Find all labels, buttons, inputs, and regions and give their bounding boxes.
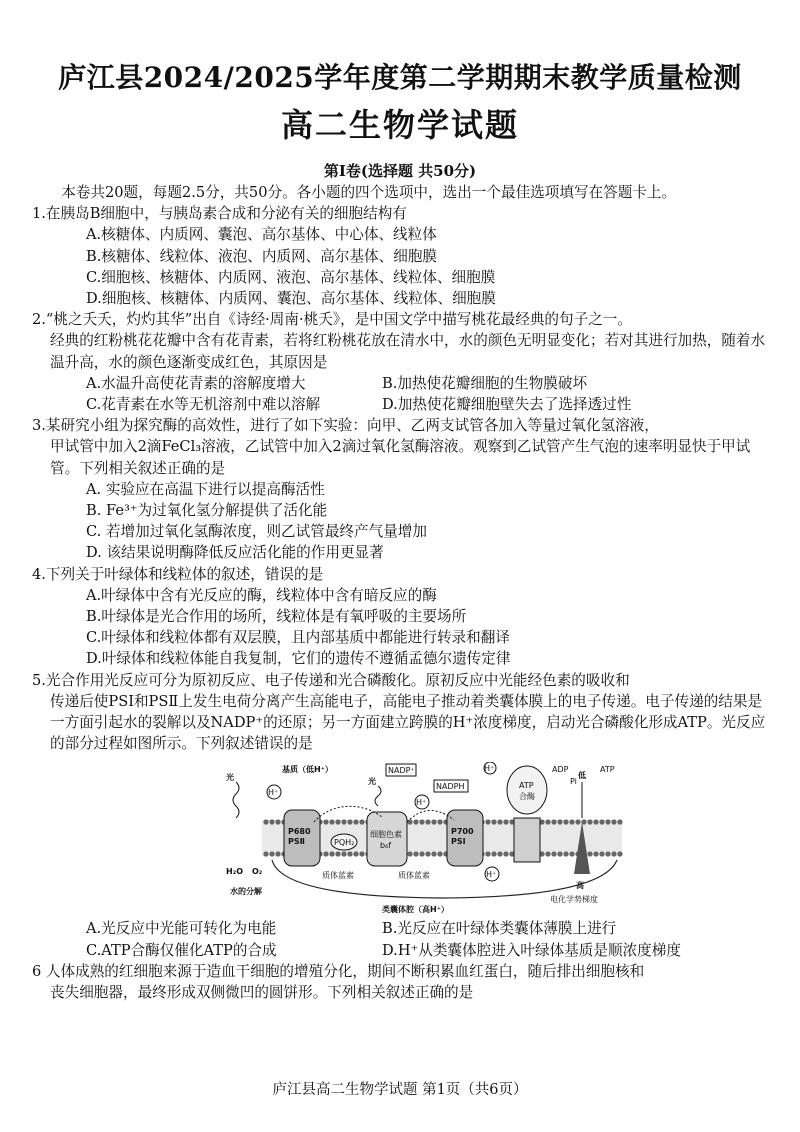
option-a: A.核糖体、内质网、囊泡、高尔基体、中心体、线粒体 (86, 226, 437, 244)
lipid-head (263, 852, 268, 857)
light-wave-1 (233, 782, 239, 818)
lipid-head (413, 852, 418, 857)
lipid-head (431, 852, 436, 857)
cyt-label-2: b₆f (380, 841, 392, 851)
option-c: C.叶绿体和线粒体都有双层膜，且内部基质中都能进行转录和翻译 (86, 629, 510, 647)
lipid-head (557, 820, 562, 825)
nadp-label: NADP⁺ (388, 766, 415, 776)
lipid-head (599, 852, 604, 857)
psi-label-2: PSⅠ (451, 837, 466, 847)
question-4 (32, 564, 772, 670)
lipid-head (335, 820, 340, 825)
oxygen-label: O₂ (252, 867, 263, 877)
option-b: B.核糖体、线粒体、液泡、内质网、高尔基体、细胞膜 (86, 247, 438, 265)
thylakoid-membrane-figure (222, 762, 682, 914)
option-c: C.细胞核、核糖体、内质网、液泡、高尔基体、线粒体、细胞膜 (86, 268, 496, 286)
option-c: C. 若增加过氧化氢酶浓度，则乙试管最终产气量增加 (86, 523, 427, 541)
water-split-label: 水的分解 (230, 887, 262, 897)
question-stem: 1.在胰岛B细胞中，与胰岛素合成和分泌有关的细胞结构有 (32, 205, 407, 223)
h-ion-label: H⁺ (486, 870, 497, 880)
question-3 (32, 415, 772, 563)
lipid-head (563, 852, 568, 857)
lipid-head (347, 820, 352, 825)
light-wave-2 (375, 786, 381, 806)
lipid-head (407, 820, 412, 825)
lipid-head (413, 820, 418, 825)
option-a: A. 实验应在高温下进行以提高酶活性 (86, 480, 325, 498)
lipid-head (563, 820, 568, 825)
option-b: B.加热使花瓣细胞的生物膜破坏 (382, 374, 588, 392)
lipid-head (569, 852, 574, 857)
option-c: C.ATP合酶仅催化ATP的合成 (86, 941, 277, 959)
question-stem-continued: 丧失细胞器，最终形成双侧微凹的圆饼形。下列相关叙述正确的是 (50, 984, 474, 1002)
lipid-head (551, 820, 556, 825)
lipid-head (425, 820, 430, 825)
option-row (32, 394, 772, 415)
question-5 (32, 670, 772, 961)
option-row (32, 940, 772, 961)
stroma-label: 基质（低H⁺） (282, 765, 333, 775)
section-intro: 本卷共20题，每题2.5分，共50分。各小题的四个选项中，选出一个最佳选项填写在答题卡上。 (61, 184, 677, 201)
lipid-head (593, 820, 598, 825)
psii-label: P680 (288, 827, 311, 837)
lipid-head (341, 820, 346, 825)
option-b: B.叶绿体是光合作用的场所，线粒体是有氧呼吸的主要场所 (86, 608, 467, 626)
lipid-head (617, 852, 622, 857)
h-ion-label: H⁺ (484, 764, 495, 774)
lipid-head (587, 820, 592, 825)
exam-subtitle: 高二生物学试题 (280, 106, 519, 144)
option-row (32, 373, 772, 394)
question-stem: 3.某研究小组为探究酶的高效性，进行了如下实验：向甲、乙两支试管各加入等量过氧化氢溶液， (32, 417, 659, 435)
lipid-head (359, 852, 364, 857)
lipid-head (599, 820, 604, 825)
lipid-head (611, 852, 616, 857)
light-label-2: 光 (368, 777, 376, 787)
option-a: A.叶绿体中含有光反应的酶，线粒体中含有暗反应的酶 (86, 586, 437, 604)
lipid-head (611, 820, 616, 825)
lipid-head (575, 820, 580, 825)
low-label: 低 (578, 771, 586, 781)
option-a: A.光反应中光能可转化为电能 (86, 920, 277, 938)
option-d: D. 该结果说明酶降低反应活化能的作用更显著 (86, 544, 384, 562)
lipid-head (437, 820, 442, 825)
question-stem: 6 人体成熟的红细胞来源于造血干细胞的增殖分化，期间不断积累血红蛋白，随后排出细胞核和 (32, 962, 645, 980)
gradient-label: 电化学势梯度 (550, 895, 598, 905)
lipid-head (407, 852, 412, 857)
question-6 (32, 961, 772, 1003)
lipid-head (491, 852, 496, 857)
option-d: D.细胞核、核糖体、内质网、囊泡、高尔基体、线粒体、细胞膜 (86, 290, 496, 308)
lipid-head (323, 820, 328, 825)
lipid-head (419, 820, 424, 825)
lipid-head (359, 820, 364, 825)
lipid-head (605, 820, 610, 825)
question-stem-continued: 甲试管中加入2滴FeCl₃溶液，乙试管中加入2滴过氧化氢酶溶液。观察到乙试管产生气泡的速率明显快于甲试管。下列相关叙述正确的是 (50, 438, 751, 477)
atp-synthase-head (507, 766, 547, 814)
adp-label: ADP (552, 765, 569, 775)
plastocyanin-label-2: 质体蓝素 (398, 871, 430, 881)
lipid-head (503, 820, 508, 825)
plastocyanin-label-1: 质体蓝素 (322, 871, 354, 881)
lipid-head (617, 820, 622, 825)
lipid-head (425, 852, 430, 857)
lipid-head (341, 852, 346, 857)
atp-synthase-label-2: 合酶 (519, 792, 535, 802)
lipid-head (569, 820, 574, 825)
psii-label-2: PSⅡ (288, 837, 305, 847)
question-body (32, 182, 772, 1003)
lipid-head (323, 852, 328, 857)
lipid-head (485, 820, 490, 825)
photosynthesis-diagram (222, 762, 682, 914)
question-stem-continued: 传递后使PSI和PSⅡ上发生电荷分离产生高能电子，高能电子推动着类囊体膜上的电子传递。电子传递的结果是一方面引起水的裂解以及NADP⁺的还原；另一方面建立跨膜的H⁺浓度梯度，启动光合磷酸化形成ATP。光反应的部分过程如图所示。下列叙述错误的是 (50, 692, 766, 753)
question-stem: 4.下列关于叶绿体和线粒体的叙述，错误的是 (32, 565, 324, 583)
high-label: 高 (576, 881, 584, 891)
lipid-head (353, 852, 358, 857)
lipid-head (491, 820, 496, 825)
lipid-head (497, 852, 502, 857)
question-stem: 5.光合作用光反应可分为原初反应、电子传递和光合磷酸化。原初反应中光能经色素的吸收和 (32, 671, 630, 689)
light-label-1: 光 (226, 773, 234, 783)
water-label: H₂O (226, 867, 243, 877)
pq-label: PQH₂ (334, 838, 355, 848)
question-2 (32, 309, 772, 415)
question-stem: 2.“桃之夭夭，灼灼其华”出自《诗经·周南·桃夭》，是中国文学中描写桃花最经典的句子之一。 (32, 311, 632, 329)
cyt-label: 细胞色素 (370, 830, 402, 840)
atp-synthase-label: ATP (519, 781, 534, 791)
lipid-head (275, 820, 280, 825)
option-c: C.花青素在水等无机溶剂中难以溶解 (86, 396, 321, 414)
option-d: D.叶绿体和线粒体能自我复制，它们的遗传不遵循孟德尔遗传定律 (86, 650, 511, 668)
lipid-head (593, 852, 598, 857)
pi-label: Pi (570, 777, 577, 787)
option-b: B. Fe³⁺为过氧化氢分解提供了活化能 (86, 502, 328, 520)
lipid-head (437, 852, 442, 857)
atp-synthase-stalk (514, 818, 540, 862)
lipid-head (329, 820, 334, 825)
option-d: D.H⁺从类囊体腔进入叶绿体基质是顺浓度梯度 (382, 941, 681, 959)
lipid-head (419, 852, 424, 857)
option-a: A.水温升高使花青素的溶解度增大 (86, 374, 306, 392)
lipid-head (485, 852, 490, 857)
lipid-head (431, 820, 436, 825)
option-b: B.光反应在叶绿体类囊体薄膜上进行 (382, 920, 617, 938)
nadph-label: NADPH (436, 782, 465, 792)
lipid-head (269, 852, 274, 857)
h-ion-label: H⁺ (268, 788, 279, 798)
lipid-head (353, 820, 358, 825)
lipid-head (551, 852, 556, 857)
exam-title: 庐江县2024/2025学年度第二学期期末教学质量检测 (58, 61, 742, 94)
lipid-head (347, 852, 352, 857)
page-footer: 庐江县高二生物学试题 第1页（共6页） (272, 1082, 528, 1098)
lipid-head (605, 852, 610, 857)
section-title: 第Ⅰ卷(选择题 共50分) (323, 162, 477, 180)
lipid-head (497, 820, 502, 825)
lipid-head (545, 820, 550, 825)
lipid-head (269, 820, 274, 825)
lipid-head (329, 852, 334, 857)
question-1 (32, 203, 772, 309)
lipid-head (557, 852, 562, 857)
lipid-head (587, 852, 592, 857)
lipid-head (275, 852, 280, 857)
question-stem-continued: 经典的红粉桃花花瓣中含有花青素，若将红粉桃花放在清水中，水的颜色无明显变化；若对其进行加热，随着水温升高，水的颜色逐渐变成红色，其原因是 (50, 332, 766, 371)
atp-label: ATP (600, 765, 615, 775)
cytochrome-complex (367, 812, 407, 866)
lipid-head (335, 852, 340, 857)
psi-label: P700 (451, 827, 474, 837)
option-d: D.加热使花瓣细胞壁失去了选择透过性 (382, 396, 632, 414)
lipid-head (503, 852, 508, 857)
option-row (32, 918, 772, 939)
lipid-head (263, 820, 268, 825)
lumen-label: 类囊体腔（高H⁺） (382, 905, 449, 915)
lipid-head (545, 852, 550, 857)
h-ion-label: H⁺ (416, 798, 427, 808)
